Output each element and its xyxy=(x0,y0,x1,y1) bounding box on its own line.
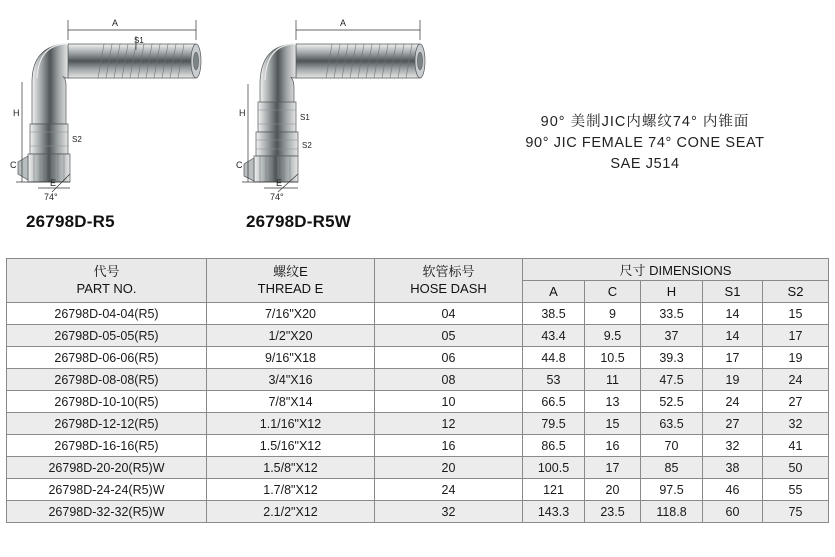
table-row xyxy=(7,501,829,523)
specification-table xyxy=(6,258,829,523)
cell-dim-h: 47.5 xyxy=(641,369,703,391)
cell-hose-dash: 05 xyxy=(375,325,523,347)
cell-dim-s2: 75 xyxy=(763,501,829,523)
cell-dim-h: 52.5 xyxy=(641,391,703,413)
table-head xyxy=(7,259,829,303)
header-hose-dash xyxy=(375,259,523,303)
cell-dim-s1: 14 xyxy=(703,303,763,325)
callout-h-2: H xyxy=(239,108,246,118)
cell-dim-s1: 46 xyxy=(703,479,763,501)
cell-thread-e: 7/16"X20 xyxy=(207,303,375,325)
cell-dim-a: 53 xyxy=(523,369,585,391)
header-dim-s1: S1 xyxy=(703,281,763,303)
cell-hose-dash: 10 xyxy=(375,391,523,413)
cell-thread-e: 2.1/2"X12 xyxy=(207,501,375,523)
table-header-row-1 xyxy=(7,259,829,281)
cell-thread-e: 1/2"X20 xyxy=(207,325,375,347)
cell-hose-dash: 06 xyxy=(375,347,523,369)
cell-dim-s1: 17 xyxy=(703,347,763,369)
cell-thread-e: 9/16"X18 xyxy=(207,347,375,369)
cell-dim-a: 66.5 xyxy=(523,391,585,413)
cell-dim-s1: 14 xyxy=(703,325,763,347)
cell-dim-s2: 55 xyxy=(763,479,829,501)
cell-thread-e: 1.5/16"X12 xyxy=(207,435,375,457)
cell-dim-a: 143.3 xyxy=(523,501,585,523)
callout-e-2: E xyxy=(276,178,283,188)
illustration-area xyxy=(0,0,835,250)
table-row xyxy=(7,457,829,479)
cell-dim-s2: 24 xyxy=(763,369,829,391)
hex-nut-s1-2 xyxy=(258,102,296,132)
cell-dim-h: 97.5 xyxy=(641,479,703,501)
cell-dim-s1: 60 xyxy=(703,501,763,523)
cell-part-no: 26798D-08-08(R5) xyxy=(7,369,207,391)
header-thread-e xyxy=(207,259,375,303)
cell-hose-dash: 08 xyxy=(375,369,523,391)
product-title-block xyxy=(470,112,820,175)
cell-dim-h: 37 xyxy=(641,325,703,347)
table-row xyxy=(7,479,829,501)
figure-26798D-R5W xyxy=(232,6,442,231)
cell-dim-c: 13 xyxy=(585,391,641,413)
hex-nut-s2-1 xyxy=(30,124,68,154)
figure-1-label: 26798D-R5 xyxy=(26,212,115,231)
cell-dim-a: 86.5 xyxy=(523,435,585,457)
callout-s1-2: S1 xyxy=(300,113,310,122)
table-row xyxy=(7,347,829,369)
callout-angle-1: 74° xyxy=(44,192,58,202)
cell-dim-a: 121 xyxy=(523,479,585,501)
header-dimensions: 尺寸 DIMENSIONS xyxy=(523,259,829,281)
callout-a-2: A xyxy=(340,18,347,28)
header-hose-dash-cn: 软管标号 xyxy=(422,264,475,280)
table-body xyxy=(7,303,829,523)
cell-dim-h: 39.3 xyxy=(641,347,703,369)
cell-dim-c: 10.5 xyxy=(585,347,641,369)
hex-nut-s2-2 xyxy=(256,132,298,156)
cell-hose-dash: 04 xyxy=(375,303,523,325)
header-thread-e-cn: 螺纹E xyxy=(273,264,308,280)
cell-dim-c: 16 xyxy=(585,435,641,457)
cell-thread-e: 1.1/16"X12 xyxy=(207,413,375,435)
cell-part-no: 26798D-24-24(R5)W xyxy=(7,479,207,501)
cell-dim-s1: 24 xyxy=(703,391,763,413)
header-dim-h: H xyxy=(641,281,703,303)
callout-a-1: A xyxy=(112,18,119,28)
cell-dim-a: 100.5 xyxy=(523,457,585,479)
cell-dim-a: 38.5 xyxy=(523,303,585,325)
cell-dim-s1: 19 xyxy=(703,369,763,391)
header-part-no-cn: 代号 xyxy=(93,264,120,280)
table-row xyxy=(7,325,829,347)
fitting-drawing-1 xyxy=(8,6,218,206)
cell-dim-a: 44.8 xyxy=(523,347,585,369)
cell-hose-dash: 16 xyxy=(375,435,523,457)
cell-dim-s2: 50 xyxy=(763,457,829,479)
title-chinese: 90° 美制JIC内螺纹74° 内锥面 xyxy=(540,114,750,130)
header-part-no xyxy=(7,259,207,303)
cell-part-no: 26798D-20-20(R5)W xyxy=(7,457,207,479)
callout-s1-1: S1 xyxy=(134,36,144,45)
cell-thread-e: 1.7/8"X12 xyxy=(207,479,375,501)
cell-dim-s2: 19 xyxy=(763,347,829,369)
cell-dim-h: 63.5 xyxy=(641,413,703,435)
header-part-no-en: PART NO. xyxy=(76,280,137,296)
cell-dim-c: 17 xyxy=(585,457,641,479)
callout-h-1: H xyxy=(13,108,20,118)
callout-e-1: E xyxy=(50,178,57,188)
header-thread-e-en: THREAD E xyxy=(257,280,324,296)
cell-hose-dash: 20 xyxy=(375,457,523,479)
cell-dim-c: 9 xyxy=(585,303,641,325)
cell-part-no: 26798D-16-16(R5) xyxy=(7,435,207,457)
hose-nipple-2 xyxy=(296,44,425,78)
cell-dim-a: 43.4 xyxy=(523,325,585,347)
cell-dim-a: 79.5 xyxy=(523,413,585,435)
cell-dim-c: 9.5 xyxy=(585,325,641,347)
table-row xyxy=(7,391,829,413)
cell-part-no: 26798D-05-05(R5) xyxy=(7,325,207,347)
cell-dim-c: 11 xyxy=(585,369,641,391)
cell-dim-s1: 27 xyxy=(703,413,763,435)
callout-c-1: C xyxy=(10,160,17,170)
cell-hose-dash: 32 xyxy=(375,501,523,523)
cell-dim-s1: 32 xyxy=(703,435,763,457)
cell-hose-dash: 12 xyxy=(375,413,523,435)
cell-part-no: 26798D-06-06(R5) xyxy=(7,347,207,369)
cell-dim-c: 23.5 xyxy=(585,501,641,523)
table-row xyxy=(7,303,829,325)
cell-part-no: 26798D-10-10(R5) xyxy=(7,391,207,413)
cell-part-no: 26798D-12-12(R5) xyxy=(7,413,207,435)
header-dim-a: A xyxy=(523,281,585,303)
table-row xyxy=(7,369,829,391)
header-dim-c: C xyxy=(585,281,641,303)
elbow-bend-1 xyxy=(32,44,68,124)
callout-c-2: C xyxy=(236,160,243,170)
cell-thread-e: 1.5/8"X12 xyxy=(207,457,375,479)
cell-dim-h: 70 xyxy=(641,435,703,457)
title-standard: SAE J514 xyxy=(610,156,680,173)
hose-nipple-1 xyxy=(68,44,201,78)
cell-dim-s1: 38 xyxy=(703,457,763,479)
cell-thread-e: 7/8"X14 xyxy=(207,391,375,413)
cell-part-no: 26798D-32-32(R5)W xyxy=(7,501,207,523)
cell-dim-s2: 17 xyxy=(763,325,829,347)
cell-dim-s2: 27 xyxy=(763,391,829,413)
title-english: 90° JIC FEMALE 74° CONE SEAT xyxy=(525,135,765,152)
table-row xyxy=(7,413,829,435)
callout-s2-1: S2 xyxy=(72,135,82,144)
cell-dim-c: 15 xyxy=(585,413,641,435)
cell-dim-s2: 41 xyxy=(763,435,829,457)
callout-s2-2: S2 xyxy=(302,141,312,150)
cell-thread-e: 3/4"X16 xyxy=(207,369,375,391)
cell-part-no: 26798D-04-04(R5) xyxy=(7,303,207,325)
cell-dim-s2: 15 xyxy=(763,303,829,325)
cell-dim-s2: 32 xyxy=(763,413,829,435)
header-hose-dash-en: HOSE DASH xyxy=(410,280,487,296)
swivel-nut-2 xyxy=(244,156,298,182)
cell-hose-dash: 24 xyxy=(375,479,523,501)
figure-26798D-R5 xyxy=(8,6,218,231)
header-dim-s2: S2 xyxy=(763,281,829,303)
fitting-drawing-2 xyxy=(232,6,442,206)
callout-angle-2: 74° xyxy=(270,192,284,202)
swivel-nut-1 xyxy=(18,154,70,182)
cell-dim-h: 118.8 xyxy=(641,501,703,523)
figure-2-label: 26798D-R5W xyxy=(246,212,351,231)
cell-dim-h: 85 xyxy=(641,457,703,479)
specification-table-wrap xyxy=(6,258,828,523)
cell-dim-c: 20 xyxy=(585,479,641,501)
cell-dim-h: 33.5 xyxy=(641,303,703,325)
table-row xyxy=(7,435,829,457)
